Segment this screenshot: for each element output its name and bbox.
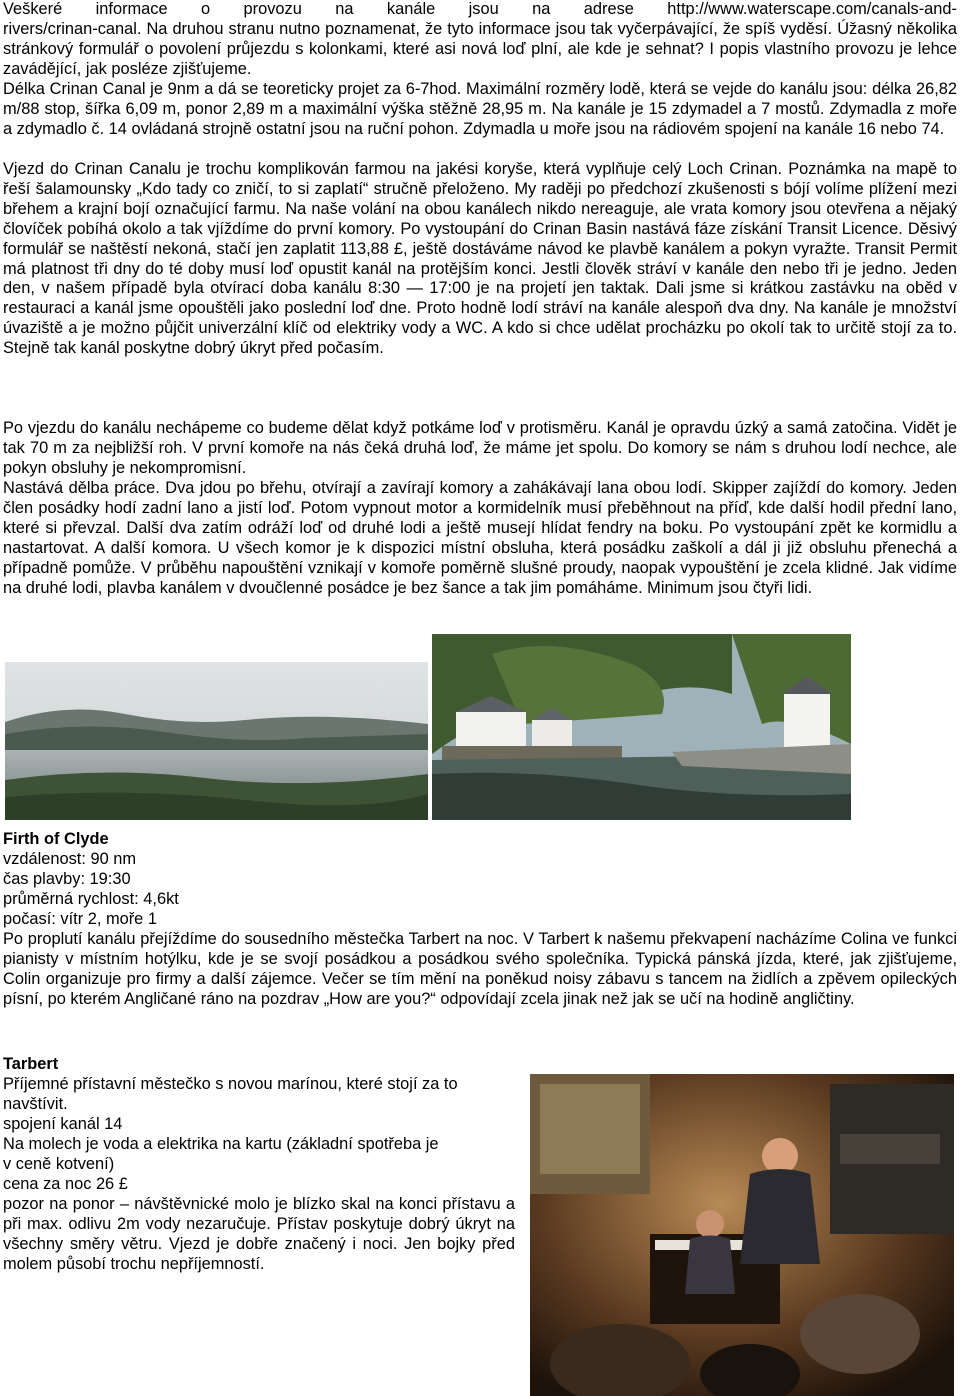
intro-paragraph-3: Vjezd do Crinan Canalu je trochu komplikován farmou na jakési koryše, která vyplňuje celý Loch Crinan. Poznámka na mapě to řeší šalamounsky „Kdo tady co zničí, to si zaplatí“ stručně přeloženo. My raději po předchozí zkušenosti s bójí volíme plížení mezi břehem a krajní bojí označující farmu. Na naše volání na obou kanálech nikdo nereaguje, ale vrata komory jsou otevřena a nějaký človíček pobíhá okolo a tak vjíždíme do první komory. Po vystoupání do Crinan Basin nastává fáze získání Transit Licence. Děsivý formulář se naštěstí nekoná, stačí jen zaplatit 113,88 £, ještě dostáváme návod ke plavbě kanálem a pokyn vyražte. Transit Permit má platnost tři dny do té doby musí loď opustit kanál na protějším konci. Jestli člověk stráví v kanále den nebo tři je jedno. Jeden den, v našem případě byla otvírací doba kanálu 8:30 — 17:00 je na projetí jen taktak. Dali jsme si krátkou zastávku na oběd v restauraci a kanál jsme opouštěli jako poslední loď dne. Proto hodně lodí stráví na kanále alespoň dva dny. Na kanále je množství úvaziště a je možno půjčit univerzální klíč od elektriky vody a WC. A kdo si chce udělat procházku po okolí tak to určitě stojí za to. Stejně tak kanál poskytne dobrý úkryt před počasím.: [3, 160, 957, 358]
tarbert-line: navštívit.: [3, 1094, 68, 1113]
photo-tarbert-pub-pianist: [530, 1074, 954, 1396]
intro-paragraph-5: Nastává dělba práce. Dva jdou po břehu, otvírají a zavírají komory a zahákávají lana obou lodí. Skipper zajíždí do komory. Jeden člen posádky hodí zadní lano a jistí loď. Potom vypnout motor a kormidelník musí přeběhnout na příď, kde další hodil přední lano, které si převzal. Další dva zatím odráží loď od druhé lodi a ještě musejí hlídat fendry na boku. Po vystoupání zpět ke kormidlu a nastartovat. A další komora. U všech komor je k dispozici místní obsluha, která posádku zaškolí a dál ji již obsluhu přenechá a případně pomůže. V průběhu napouštění vznikají v komoře poměrně slušné proudy, naopak vypouštění je zcela klidné. Jak vidíme na druhé lodi, plavba kanálem v dvoučlenné posádce je bez šance a tak jim pomáháme. Minimum jsou čtyři lidi.: [3, 479, 957, 597]
photo-loch-panorama: [5, 662, 428, 820]
firth-duration: čas plavby: 19:30: [3, 869, 131, 888]
firth-weather: počasí: vítr 2, moře 1: [3, 909, 157, 928]
tarbert-line: cena za noc 26 £: [3, 1174, 128, 1193]
intro-paragraph-4: Po vjezdu do kanálu nechápeme co budeme dělat když potkáme loď v protisměru. Kanál je opravdu úzký a samá zatočina. Vidět je tak 70 m za nejbližší roh. V první komoře na nás čeká druhá loď, že máme jet spolu. Do komory se nám s druhou lodí nechce, ale pokyn obsluhy je nekompromisní.: [3, 419, 957, 477]
tarbert-line: Na molech je voda a elektrika na kartu (základní spotřeba je: [3, 1134, 439, 1153]
intro-paragraph-2: Délka Crinan Canal je 9nm a dá se teoreticky projet za 6-7hod. Maximální rozměry lodě, která se vejde do kanálu jsou: délka 26,82 m/88 stop, šířka 6,09 m, ponor 2,89 m a maximální výška stěžně 28,95 m. Na kanále je 15 zdymadel a 7 mostů. Zdymadla z moře a zdymadlo č. 14 ovládaná strojně ostatní jsou na ruční pohon. Zdymadla u moře jsou na rádiovém spojení na kanále 16 nebo 74.: [3, 80, 957, 138]
tarbert-line: v ceně kotvení): [3, 1154, 115, 1173]
intro-url-line: Veškeré informace o provozu na kanále jsou na adrese http://www.waterscape.com/canals-and-: [3, 0, 957, 18]
tarbert-line: Příjemné přístavní městečko s novou marínou, které stojí za to: [3, 1075, 458, 1093]
firth-of-clyde-heading: Firth of Clyde: [3, 830, 109, 848]
firth-distance: vzdálenost: 90 nm: [3, 850, 137, 868]
intro-paragraph-1: rivers/crinan-canal. Na druhou stranu nutno poznamenat, že tyto informace jsou tak vyčerpávající, že spíš vyděsí. Úžasný několika stránkový formulář o povolení průjezdu s kolonkami, které asi nová loď plní, ale kde je sehnat? I popis vlastního provozu je lehce zavádějící, jak posléze zjišťujeme.: [3, 20, 957, 78]
firth-avg-speed: průměrná rychlost: 4,6kt: [3, 889, 179, 908]
tarbert-heading: Tarbert: [3, 1055, 59, 1073]
firth-trip-stats: [3, 850, 179, 930]
firth-paragraph: Po proplutí kanálu přejíždíme do sousedního městečka Tarbert na noc. V Tarbert k našemu překvapení nacházíme Colina ve funkci pianisty v místním hotýlku, kde je se svojí posádkou a posádkou svého společníka. Typická pánská jízda, které, jak zjišťujeme, Colin organizuje pro firmy a další zájemce. Večer se tím mění na poněkud noisy zábavu s tancem na židlích a zpěvem opileckých písní, po kterém Angličané ráno na pozdrav „How are you?“ odpovídají zcela jinak než jak se učí na hodině angličtiny.: [3, 930, 957, 1008]
tarbert-line: spojení kanál 14: [3, 1114, 123, 1133]
tarbert-paragraph: pozor na ponor – návštěvnické molo je blízko skal na konci přístavu a při max. odlivu 2m vody nezaručuje. Přístav poskytuje dobrý úkryt na všechny směry větru. Vjezd je dobře značený i noci. Jen bojky před molem působí trochu nepříjemností.: [3, 1195, 515, 1273]
tarbert-facts: [3, 1075, 458, 1194]
photo-crinan-canal-lock: [432, 634, 851, 820]
